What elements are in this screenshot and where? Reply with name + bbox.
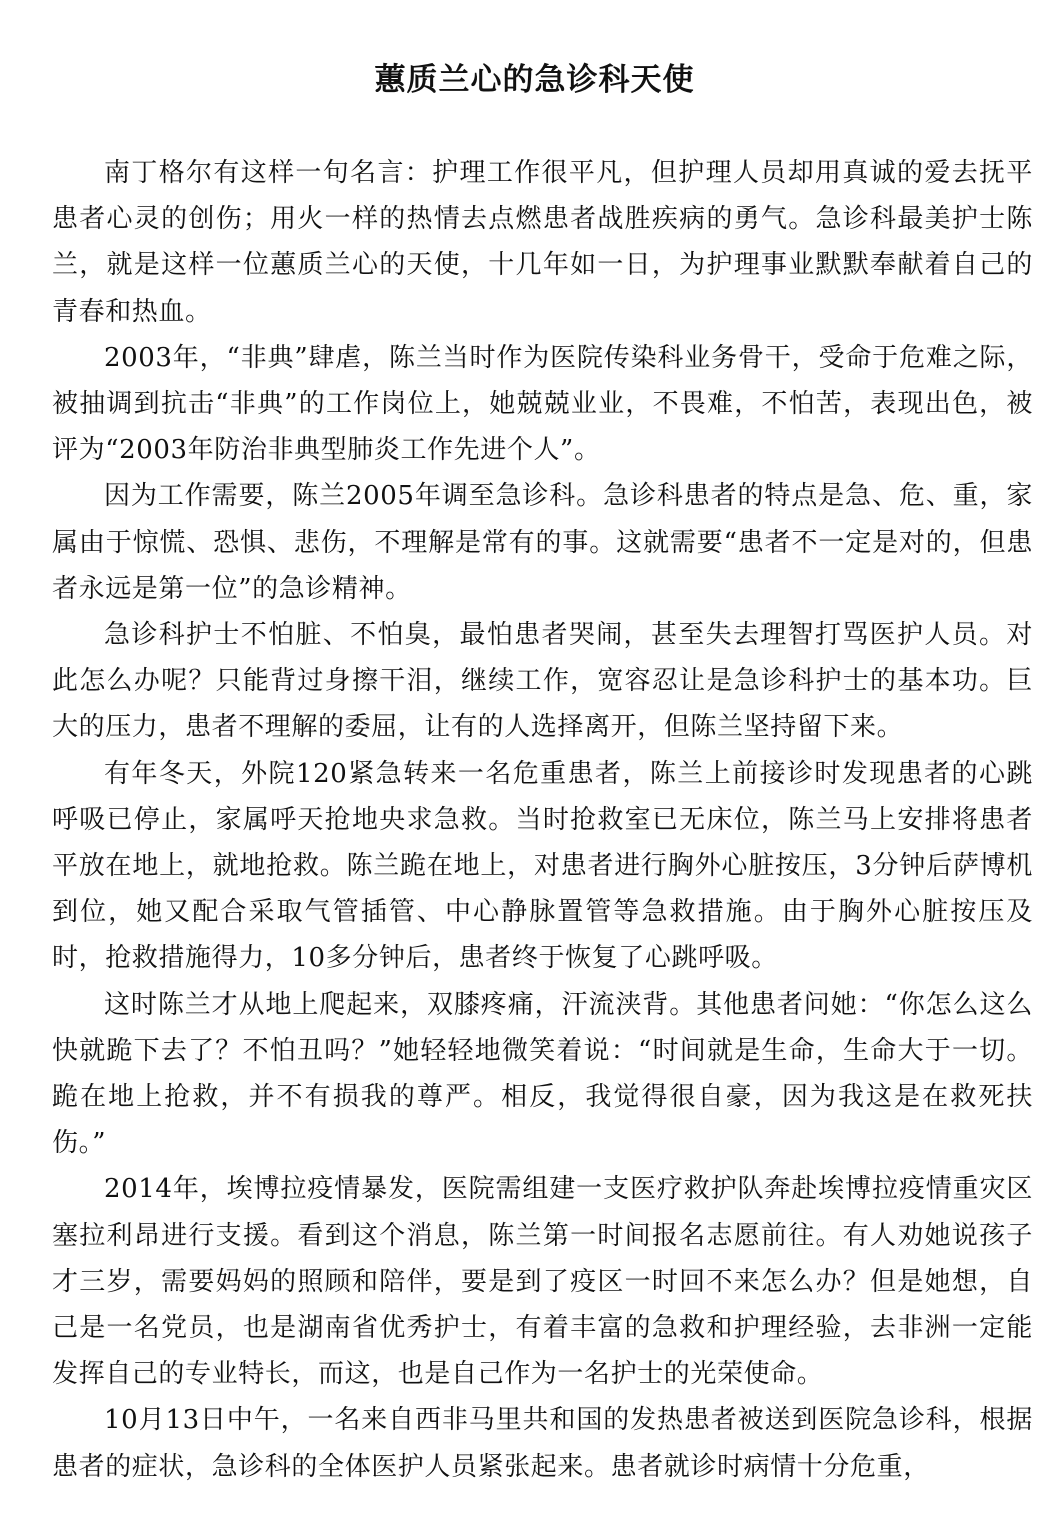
paragraph-6: 这时陈兰才从地上爬起来，双膝疼痛，汗流浃背。其他患者问她：“你怎么这么快就跪下去了？不怕丑吗？”她轻轻地微笑着说：“时间就是生命，生命大于一切。跪在地上抢救，并不有损我的尊严。相反，我觉得很自豪，因为我这是在救死扶伤。” [52,989,1033,1159]
document-title: 蕙质兰心的急诊科天使 [374,62,695,98]
paragraph-1: 南丁格尔有这样一句名言：护理工作很平凡，但护理人员却用真诚的爱去抚平患者心灵的创伤；用火一样的热情去点燃患者战胜疾病的勇气。急诊科最美护士陈兰，就是这样一位蕙质兰心的天使，十几年如一日，为护理事业默默奉献着自己的青春和热血。 [52,158,1033,327]
paragraph-4: 急诊科护士不怕脏、不怕臭，最怕患者哭闹，甚至失去理智打骂医护人员。对此怎么办呢？只能背过身擦干泪，继续工作，宽容忍让是急诊科护士的基本功。巨大的压力，患者不理解的委屈，让有的人选择离开，但陈兰坚持留下来。 [52,620,1033,743]
document-body [52,150,1033,1490]
paragraph-2: 2003年，“非典”肆虐，陈兰当时作为医院传染科业务骨干，受命于危难之际，被抽调到抗击“非典”的工作岗位上，她兢兢业业，不畏难，不怕苦，表现出色，被评为“2003年防治非典型肺炎工作先进个人”。 [52,342,1033,466]
paragraph-3: 因为工作需要，陈兰2005年调至急诊科。急诊科患者的特点是急、危、重，家属由于惊慌、恐惧、悲伤，不理解是常有的事。这就需要“患者不一定是对的，但患者永远是第一位”的急诊精神。 [52,481,1033,604]
paragraph-8: 10月13日中午，一名来自西非马里共和国的发热患者被送到医院急诊科，根据患者的症状，急诊科的全体医护人员紧张起来。患者就诊时病情十分危重， [52,1405,1033,1482]
paragraph-7: 2014年，埃博拉疫情暴发，医院需组建一支医疗救护队奔赴埃博拉疫情重灾区塞拉利昂进行支援。看到这个消息，陈兰第一时间报名志愿前往。有人劝她说孩子才三岁，需要妈妈的照顾和陪伴，要是到了疫区一时回不来怎么办？但是她想，自己是一名党员，也是湖南省优秀护士，有着丰富的急救和护理经验，去非洲一定能发挥自己的专业特长，而这，也是自己作为一名护士的光荣使命。 [52,1174,1033,1390]
paragraph-5: 有年冬天，外院120紧急转来一名危重患者，陈兰上前接诊时发现患者的心跳呼吸已停止，家属呼天抢地央求急救。当时抢救室已无床位，陈兰马上安排将患者平放在地上，就地抢救。陈兰跪在地上，对患者进行胸外心脏按压，3分钟后萨博机到位，她又配合采取气管插管、中心静脉置管等急救措施。由于胸外心脏按压及时，抢救措施得力，10多分钟后，患者终于恢复了心跳呼吸。 [52,758,1033,974]
